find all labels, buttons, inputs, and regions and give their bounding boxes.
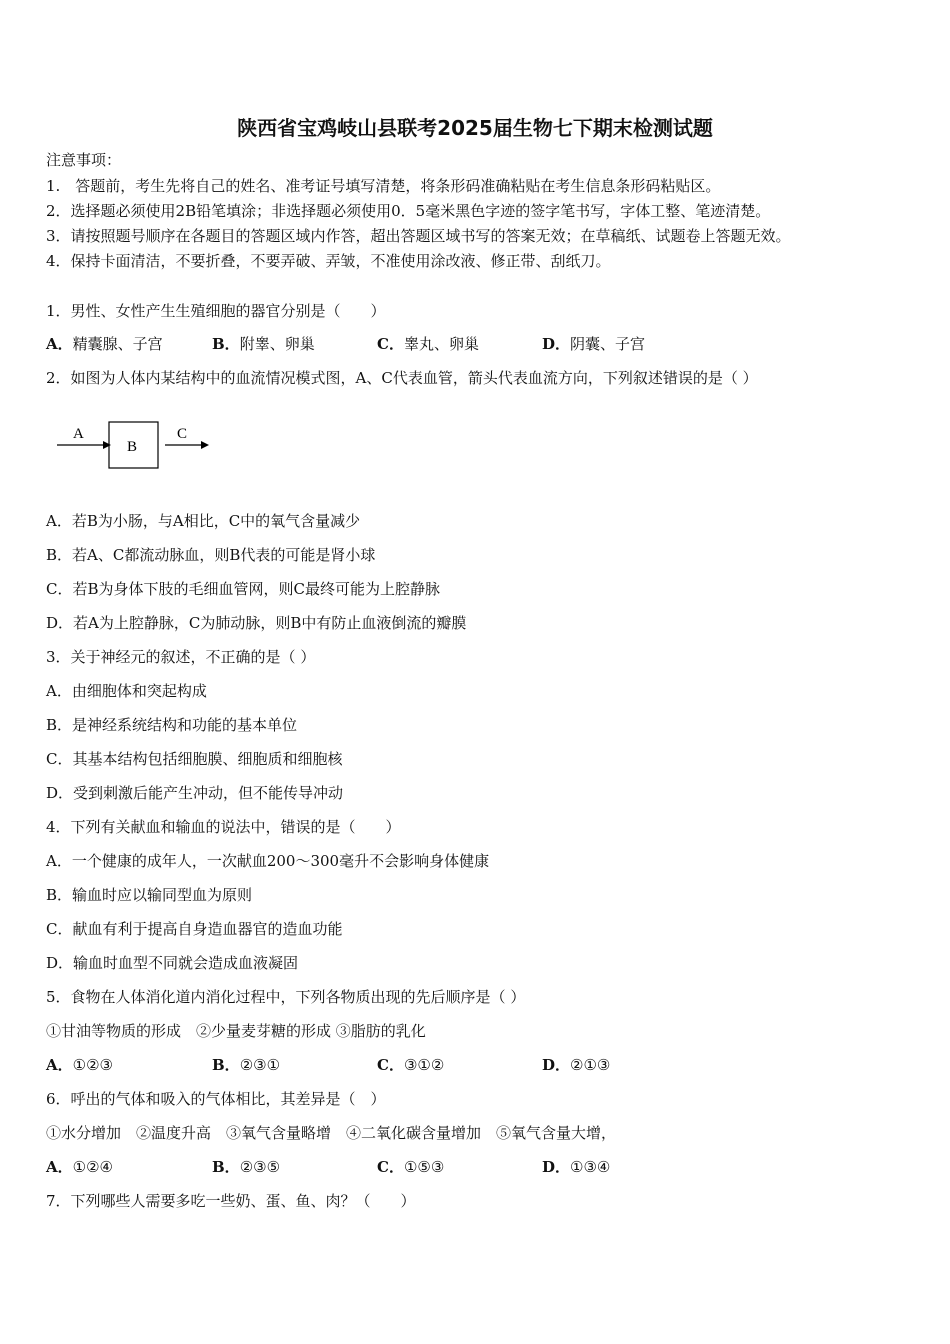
q2-option-c: C．若B为身体下肢的毛细血管网，则C最终可能为上腔静脉 [46, 580, 440, 598]
q1-option-b: B．附睾、卵巢 [212, 335, 315, 353]
q1-option-d: D．阴囊、子宫 [542, 335, 646, 353]
question-2-stem: 2．如图为人体内某结构中的血流情况模式图，A、C代表血管，箭头代表血流方向，下列叙述错误的是（ ） [46, 369, 758, 387]
q6-option-d: D．①③④ [542, 1158, 611, 1176]
q4-option-c: C．献血有利于提高自身造血器官的造血功能 [46, 920, 343, 938]
page-title: 陕西省宝鸡岐山县联考2025届生物七下期末检测试题 [237, 116, 713, 140]
question-7-stem: 7．下列哪些人需要多吃一些奶、蛋、鱼、肉？（ ） [46, 1192, 416, 1210]
q5-option-b: B．②③① [212, 1056, 281, 1074]
q2-option-b: B．若A、C都流动脉血，则B代表的可能是肾小球 [46, 546, 376, 564]
q6-option-c: C．①⑤③ [377, 1158, 445, 1176]
q5-option-c: C．③①② [377, 1056, 445, 1074]
question-6-stem: 6．呼出的气体和吸入的气体相比，其差异是（ ） [46, 1090, 386, 1108]
q2-option-a: A．若B为小肠，与A相比，C中的氧气含量减少 [46, 512, 361, 530]
q5-items: ①甘油等物质的形成 ②少量麦芽糖的形成 ③脂肪的乳化 [46, 1022, 426, 1040]
question-3-stem: 3．关于神经元的叙述，不正确的是（ ） [46, 648, 316, 666]
q1-option-c: C．睾丸、卵巢 [377, 335, 479, 353]
q3-option-d: D．受到刺激后能产生冲动，但不能传导冲动 [46, 784, 344, 802]
notice-item: 4．保持卡面清洁，不要折叠，不要弄破、弄皱，不准使用涂改液、修正带、刮纸刀。 [46, 252, 611, 270]
notice-heading: 注意事项： [46, 151, 122, 169]
blood-flow-diagram [55, 418, 215, 473]
q5-option-d: D．②①③ [542, 1056, 611, 1074]
q3-option-a: A．由细胞体和突起构成 [46, 682, 207, 700]
question-5-stem: 5．食物在人体消化道内消化过程中，下列各物质出现的先后顺序是（ ） [46, 988, 526, 1006]
q6-option-a: A．①②④ [46, 1158, 113, 1176]
q2-option-d: D．若A为上腔静脉，C为肺动脉，则B中有防止血液倒流的瓣膜 [46, 614, 467, 632]
label-c: C [177, 426, 188, 442]
q6-items: ①水分增加 ②温度升高 ③氧气含量略增 ④二氧化碳含量增加 ⑤氧气含量大增， [46, 1124, 617, 1142]
q3-option-b: B．是神经系统结构和功能的基本单位 [46, 716, 298, 734]
q6-option-b: B．②③⑤ [212, 1158, 281, 1176]
label-a: A [73, 426, 84, 442]
question-4-stem: 4．下列有关献血和输血的说法中，错误的是（ ） [46, 818, 401, 836]
q3-option-c: C．其基本结构包括细胞膜、细胞质和细胞核 [46, 750, 343, 768]
notice-item: 1. 答题前，考生先将自己的姓名、准考证号填写清楚，将条形码准确粘贴在考生信息条形码粘贴区。 [46, 177, 721, 195]
label-b: B [127, 439, 138, 455]
q4-option-b: B．输血时应以输同型血为原则 [46, 886, 253, 904]
question-1-stem: 1．男性、女性产生生殖细胞的器官分别是（ ） [46, 302, 386, 320]
notice-item: 2．选择题必须使用2B铅笔填涂；非选择题必须使用0．5毫米黑色字迹的签字笔书写，字体工整、笔迹清楚。 [46, 202, 771, 220]
q5-option-a: A．①②③ [46, 1056, 113, 1074]
q1-option-a: A．精囊腺、子宫 [46, 335, 163, 353]
q4-option-d: D．输血时血型不同就会造成血液凝固 [46, 954, 299, 972]
notice-item: 3．请按照题号顺序在各题目的答题区域内作答，超出答题区域书写的答案无效；在草稿纸、试题卷上答题无效。 [46, 227, 791, 245]
q4-option-a: A．一个健康的成年人，一次献血200～300毫升不会影响身体健康 [46, 852, 490, 870]
